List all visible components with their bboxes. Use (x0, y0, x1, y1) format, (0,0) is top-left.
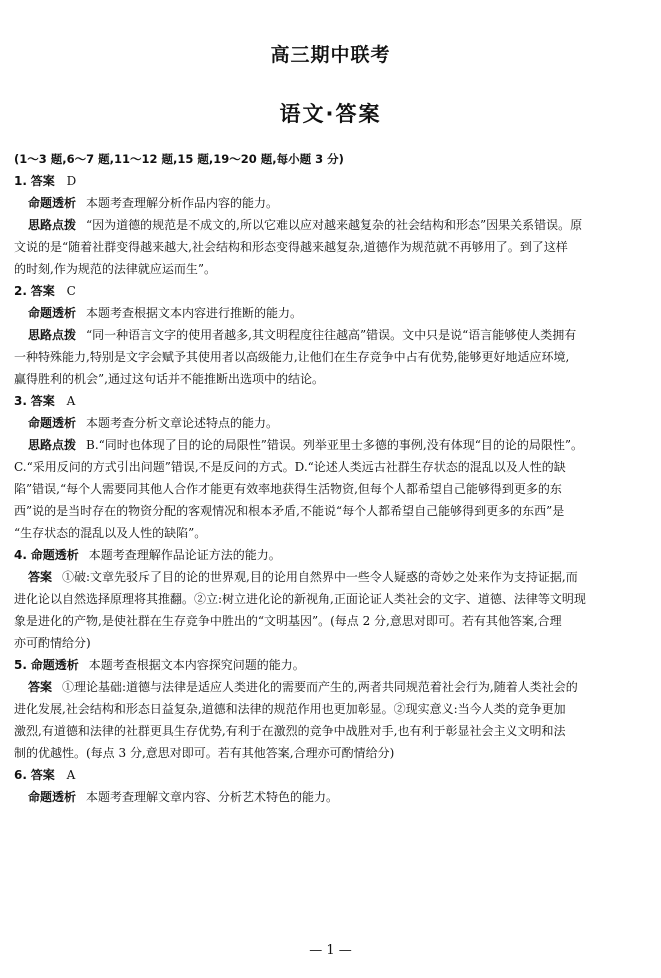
q1-hint-text-1: “因为道德的规范是不成文的,所以它难以应对越来越复杂的社会结构和形态”因果关系错误。原 (86, 218, 583, 232)
q3-number: 3. (14, 394, 27, 408)
q2-analysis-text: 本题考查根据文本内容进行推断的能力。 (86, 306, 303, 320)
q4-analysis-label: 命题透析 (30, 548, 79, 562)
q3-hint-line-4: 西”说的是当时存在的物资分配的客观情况和根本矛盾,不能说“每个人都希望自己能够得到更多的东西”是 (14, 504, 565, 518)
q5-answer-line-4: 制的优越性。(每点 3 分,意思对即可。若有其他答案,合理亦可酌情给分) (14, 746, 395, 760)
q3-answer-line (14, 390, 650, 412)
q5-answer-line-2: 进化发展,社会结构和形态日益复杂,道德和法律的规范作用也更加彰显。②现实意义:当今人类的竞争更加 (14, 702, 566, 716)
subject-title: 语文·答案 (279, 102, 382, 126)
q3-answer-label: 答案 (30, 394, 55, 408)
q3-answer-value: A (66, 394, 76, 408)
q3-hint-line-1 (14, 434, 650, 456)
q5-answer-label: 答案 (28, 680, 53, 694)
answer-content (14, 148, 650, 808)
q5-answer-line-1 (14, 676, 650, 698)
q2-number: 2. (14, 284, 27, 298)
q5-answer-text-1: ①理论基础:道德与法律是适应人类进化的需要而产生的,两者共同规范着社会行为,随着人类社会的 (62, 680, 578, 694)
scoring-note: (1～3 题,6～7 题,11～12 题,15 题,19～20 题,每小题 3 分) (14, 152, 344, 166)
q6-analysis-label: 命题透析 (28, 790, 77, 804)
q3-analysis-text: 本题考查分析文章论述特点的能力。 (86, 416, 279, 430)
q3-hint-text-1: B.“同时也体现了目的论的局限性”错误。列举亚里士多德的事例,没有体现“目的论的局限性”。 (86, 438, 584, 452)
q4-answer-line-4: 亦可酌情给分) (14, 636, 91, 650)
q1-analysis-line (14, 192, 650, 214)
q2-hint-text-1: “同一种语言文字的使用者越多,其文明程度往往越高”错误。文中只是说“语言能够使人类拥有 (86, 328, 577, 342)
q1-hint-line-3: 的时刻,作为规范的法律就应运而生”。 (14, 262, 216, 276)
q6-number: 6. (14, 768, 27, 782)
q3-analysis-label: 命题透析 (28, 416, 77, 430)
q6-analysis-text: 本题考查理解文章内容、分析艺术特色的能力。 (86, 790, 339, 804)
exam-title: 高三期中联考 (270, 44, 391, 66)
q6-analysis-line (14, 786, 650, 808)
q3-hint-line-3: 陷”错误,“每个人需要同其他人合作才能更有效率地获得生活物资,但每个人都希望自己能够得到更多的东 (14, 482, 562, 496)
q1-hint-line-1 (14, 214, 650, 236)
q4-answer-line-3: 象是进化的产物,是使社群在生存竞争中胜出的“文明基因”。(每点 2 分,意思对即可。若有其他答案,合理 (14, 614, 562, 628)
q2-answer-value: C (66, 284, 76, 298)
q2-hint-line-2: 一种特殊能力,特别是文字会赋予其使用者以高级能力,让他们在生存竞争中占有优势,能够更好地适应环境, (14, 350, 570, 364)
q1-analysis-text: 本题考查理解分析作品内容的能力。 (86, 196, 279, 210)
q3-hint-line-5: “生存状态的混乱以及人性的缺陷”。 (14, 526, 207, 540)
q1-answer-value: D (66, 174, 77, 188)
q2-hint-line-3: 赢得胜利的机会”,通过这句话并不能推断出选项中的结论。 (14, 372, 324, 386)
q4-number: 4. (14, 548, 27, 562)
q5-answer-line-3: 激烈,有道德和法律的社群更具生存优势,有利于在激烈的竞争中战胜对手,也有利于彰显社会主义文明和法 (14, 724, 566, 738)
q1-answer-line (14, 170, 650, 192)
q4-answer-line-2: 进化论以自然选择原理将其推翻。②立:树立进化论的新视角,正面论证人类社会的文字、道德、法律等文明现 (14, 592, 586, 606)
q6-answer-label: 答案 (30, 768, 55, 782)
q6-answer-line (14, 764, 650, 786)
q5-analysis-text: 本题考查根据文本内容探究问题的能力。 (88, 658, 305, 672)
page-number: — 1 — (309, 943, 352, 958)
q1-hint-line-2: 文说的是“随着社群变得越来越大,社会结构和形态变得越来越复杂,道德作为规范就不再够用了。到了这样 (14, 240, 568, 254)
q5-number: 5. (14, 658, 27, 672)
q1-answer-label: 答案 (30, 174, 55, 188)
q5-analysis-label: 命题透析 (30, 658, 79, 672)
q4-answer-label: 答案 (28, 570, 53, 584)
q4-analysis-text: 本题考查理解作品论证方法的能力。 (88, 548, 281, 562)
q2-answer-line (14, 280, 650, 302)
q3-hint-label: 思路点拨 (28, 438, 77, 452)
q2-hint-label: 思路点拨 (28, 328, 77, 342)
q1-number: 1. (14, 174, 27, 188)
q3-analysis-line (14, 412, 650, 434)
q4-answer-text-1: ①破:文章先驳斥了目的论的世界观,目的论用自然界中一些令人疑惑的奇妙之处来作为支持证据,而 (62, 570, 578, 584)
q6-answer-value: A (66, 768, 76, 782)
q1-analysis-label: 命题透析 (28, 196, 77, 210)
q3-hint-line-2: C.“采用反问的方式引出问题”错误,不是反问的方式。D.“论述人类远古社群生存状态的混乱以及人性的缺 (14, 460, 566, 474)
q4-analysis-line (14, 544, 650, 566)
q5-analysis-line (14, 654, 650, 676)
q2-answer-label: 答案 (30, 284, 55, 298)
q4-answer-line-1 (14, 566, 650, 588)
q2-hint-line-1 (14, 324, 650, 346)
q2-analysis-line (14, 302, 650, 324)
q2-analysis-label: 命题透析 (28, 306, 77, 320)
q1-hint-label: 思路点拨 (28, 218, 77, 232)
